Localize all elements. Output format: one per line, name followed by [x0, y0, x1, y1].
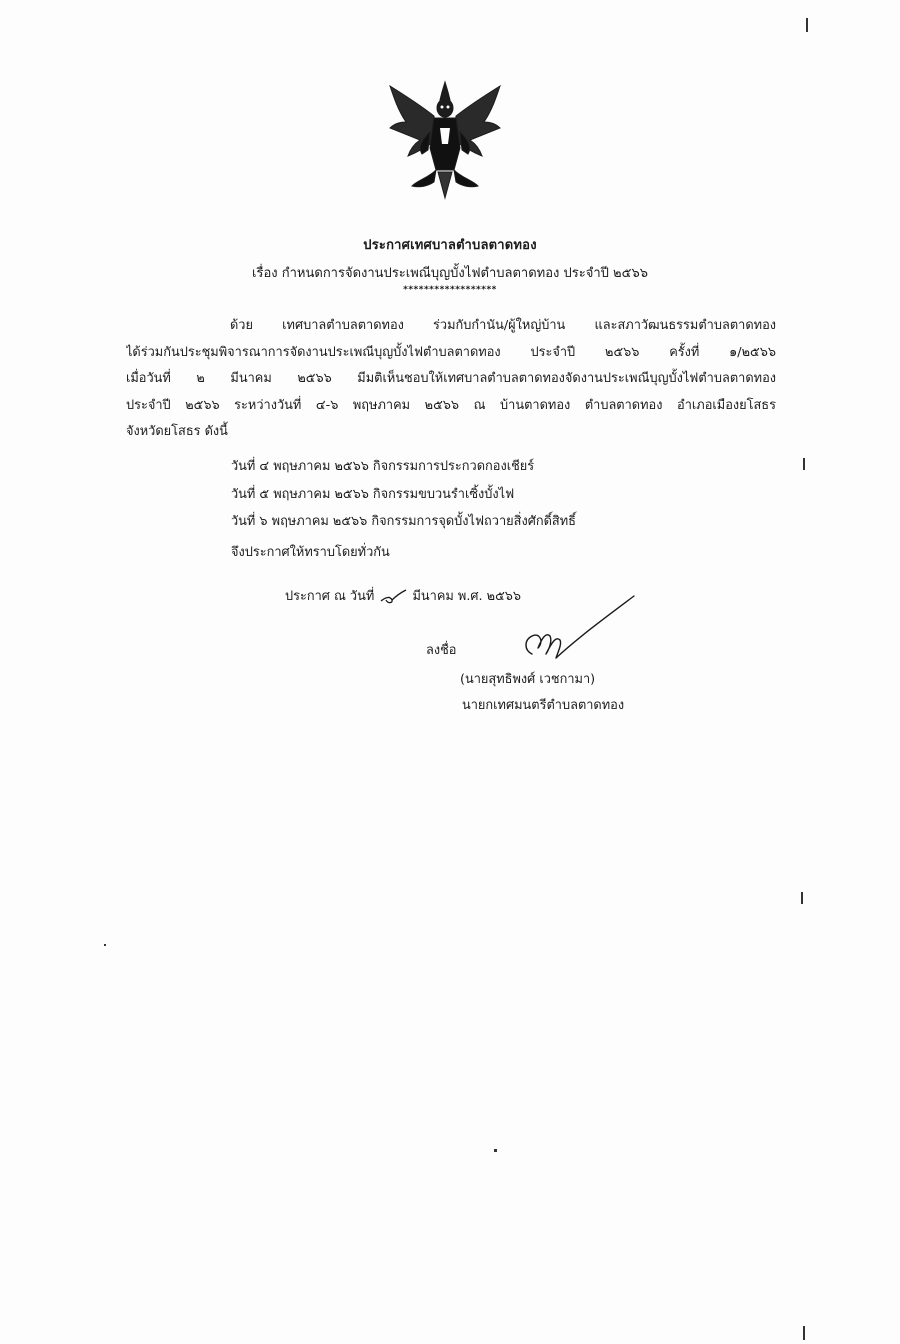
scan-speck: [801, 892, 803, 904]
signer-name: (นายสุทธิพงศ์ เวชกามา): [460, 672, 596, 687]
schedule-item: วันที่ ๖ พฤษภาคม ๒๕๖๖ กิจกรรมการจุดบั้งไฟถวายสิ่งศักดิ์สิทธิ์: [231, 514, 576, 529]
scan-speck: [494, 1149, 497, 1152]
handwritten-day-mark: [378, 588, 408, 606]
handwritten-signature: [480, 592, 640, 672]
signature-label: ลงชื่อ: [426, 643, 457, 658]
date-suffix: มีนาคม พ.ศ. ๒๕๖๖: [412, 589, 522, 604]
body-line: เมื่อวันที่ ๒ มีนาคม ๒๕๖๖ มีมติเห็นชอบให้เทศบาลตำบลตาดทองจัดงานประเพณีบุญบั้งไฟตำบลตาดทอง: [126, 371, 776, 386]
separator-line: ******************: [403, 285, 497, 295]
closing-statement: จึงประกาศให้ทราบโดยทั่วกัน: [231, 545, 390, 560]
schedule-item: วันที่ ๕ พฤษภาคม ๒๕๖๖ กิจกรรมขบวนรำเซิ้งบั้งไฟ: [231, 486, 515, 502]
body-line: ได้ร่วมกันประชุมพิจารณาการจัดงานประเพณีบุญบั้งไฟตำบลตาดทอง ประจำปี ๒๕๖๖ ครั้งที่ ๑/๒๕๖๖: [126, 344, 776, 360]
date-prefix: ประกาศ ณ วันที่: [285, 589, 375, 604]
event-schedule: [231, 453, 576, 536]
body-line: จังหวัดยโสธร ดังนี้: [126, 424, 228, 439]
body-line: ด้วย เทศบาลตำบลตาดทอง ร่วมกับกำนัน/ผู้ใหญ่บ้าน และสภาวัฒนธรรมตำบลตาดทอง: [230, 318, 776, 333]
announcement-subject: เรื่อง กำหนดการจัดงานประเพณีบุญบั้งไฟตำบลตาดทอง ประจำปี ๒๕๖๖: [252, 266, 648, 281]
schedule-item: วันที่ ๔ พฤษภาคม ๒๕๖๖ กิจกรรมการประกวดกองเชียร์: [231, 459, 535, 474]
announcement-body: [126, 313, 776, 446]
scan-speck: [803, 1326, 805, 1340]
scan-speck: [806, 18, 808, 32]
scan-speck: [803, 458, 805, 470]
body-line: ประจำปี ๒๕๖๖ ระหว่างวันที่ ๔-๖ พฤษภาคม ๒๕๖๖ ณ บ้านตาดทอง ตำบลตาดทอง อำเภอเมืองยโสธร: [126, 397, 776, 413]
signer-position: นายกเทศมนตรีตำบลตาดทอง: [462, 698, 625, 713]
scan-speck: [104, 944, 106, 946]
announcement-title: ประกาศเทศบาลตำบลตาดทอง: [363, 238, 537, 253]
garuda-emblem-icon: [384, 78, 506, 202]
